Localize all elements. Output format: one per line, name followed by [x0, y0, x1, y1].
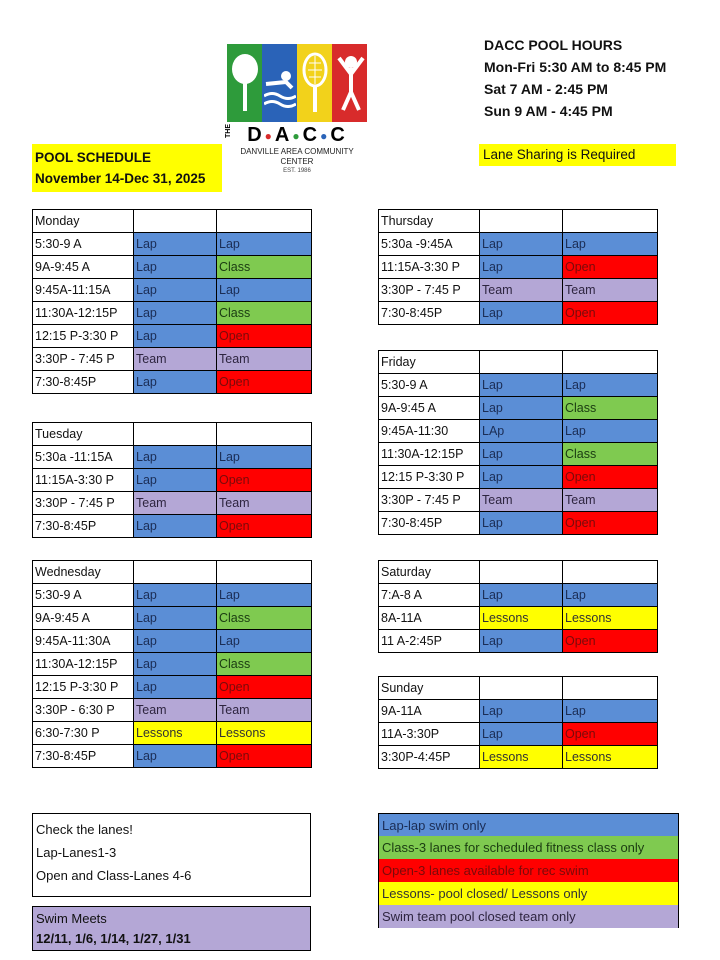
lanes-1-3-cell: Lap — [134, 515, 217, 538]
day-name: Thursday — [379, 210, 480, 233]
lanes-4-6-cell: Lap — [217, 584, 312, 607]
time-slot-cell: 11A-3:30P — [379, 723, 480, 746]
lanes-4-6-cell: Lap — [217, 446, 312, 469]
time-slot-cell: 3:30P - 6:30 P — [33, 699, 134, 722]
header-empty-cell — [134, 423, 217, 446]
lanes-1-3-cell: Lap — [134, 371, 217, 394]
day-header-row — [379, 561, 658, 584]
day-header-row — [33, 561, 312, 584]
schedule-title: POOL SCHEDULE — [35, 150, 152, 165]
schedule-row — [33, 515, 312, 538]
lanes-1-3-cell: Lap — [480, 700, 563, 723]
time-slot-cell: 11:30A-12:15P — [33, 302, 134, 325]
day-table-wednesday — [32, 560, 312, 768]
logo-org-name: DANVILLE AREA COMMUNITY CENTER — [240, 146, 354, 166]
day-name: Tuesday — [33, 423, 134, 446]
schedule-title-box — [32, 144, 222, 192]
time-slot-cell: 7:30-8:45P — [33, 745, 134, 768]
lanes-note-line: Check the lanes! — [36, 822, 133, 837]
lanes-4-6-cell: Open — [563, 723, 658, 746]
lanes-4-6-cell: Open — [217, 745, 312, 768]
schedule-row — [33, 492, 312, 515]
lanes-1-3-cell: Lap — [480, 302, 563, 325]
lanes-4-6-cell: Lap — [563, 420, 658, 443]
time-slot-cell: 5:30-9 A — [33, 584, 134, 607]
header-empty-cell — [134, 210, 217, 233]
legend — [378, 813, 679, 928]
header-empty-cell — [563, 210, 658, 233]
lanes-1-3-cell: Lap — [134, 607, 217, 630]
lanes-4-6-cell: Team — [563, 279, 658, 302]
lanes-4-6-cell: Open — [563, 302, 658, 325]
schedule-row — [33, 325, 312, 348]
lanes-4-6-cell: Team — [217, 699, 312, 722]
schedule-row — [33, 722, 312, 745]
schedule-row — [379, 512, 658, 535]
lanes-4-6-cell: Lap — [563, 374, 658, 397]
schedule-row — [379, 630, 658, 653]
schedule-row — [33, 371, 312, 394]
lanes-1-3-cell: Lessons — [480, 746, 563, 769]
lanes-4-6-cell: Class — [563, 443, 658, 466]
legend-item-lap: Lap-lap swim only — [378, 813, 679, 836]
header-empty-cell — [217, 210, 312, 233]
lanes-4-6-cell: Open — [563, 512, 658, 535]
day-table-tuesday — [32, 422, 312, 538]
time-slot-cell: 3:30P - 7:45 P — [33, 492, 134, 515]
swim-meets-dates: 12/11, 1/6, 1/14, 1/27, 1/31 — [36, 931, 191, 946]
day-header-row — [379, 677, 658, 700]
lanes-1-3-cell: LAp — [480, 420, 563, 443]
schedule-row — [33, 348, 312, 371]
time-slot-cell: 11 A-2:45P — [379, 630, 480, 653]
schedule-row — [33, 302, 312, 325]
lanes-1-3-cell: Lap — [134, 653, 217, 676]
day-name: Wednesday — [33, 561, 134, 584]
lanes-1-3-cell: Team — [134, 699, 217, 722]
lanes-1-3-cell: Team — [134, 492, 217, 515]
legend-item-class: Class-3 lanes for scheduled fitness class only — [378, 836, 679, 859]
time-slot-cell: 11:30A-12:15P — [379, 443, 480, 466]
time-slot-cell: 9A-9:45 A — [379, 397, 480, 420]
schedule-row — [33, 446, 312, 469]
schedule-row — [33, 607, 312, 630]
pool-hours-saturday: Sat 7 AM - 2:45 PM — [484, 81, 608, 97]
lanes-1-3-cell: Lessons — [134, 722, 217, 745]
lanes-4-6-cell: Team — [217, 492, 312, 515]
day-name: Monday — [33, 210, 134, 233]
schedule-row — [379, 746, 658, 769]
legend-item-lessons: Lessons- pool closed/ Lessons only — [378, 882, 679, 905]
pool-hours-weekday: Mon-Fri 5:30 AM to 8:45 PM — [484, 59, 667, 75]
lanes-4-6-cell: Lessons — [563, 607, 658, 630]
time-slot-cell: 11:15A-3:30 P — [379, 256, 480, 279]
time-slot-cell: 7:30-8:45P — [379, 512, 480, 535]
lanes-4-6-cell: Lessons — [563, 746, 658, 769]
header-empty-cell — [217, 423, 312, 446]
legend-item-team: Swim team pool closed team only — [378, 905, 679, 928]
lanes-1-3-cell: Lap — [480, 397, 563, 420]
schedule-row — [33, 699, 312, 722]
lanes-1-3-cell: Lap — [134, 325, 217, 348]
logo-letters: D●A●C●C — [247, 124, 347, 146]
pool-hours-sunday: Sun 9 AM - 4:45 PM — [484, 103, 613, 119]
lanes-1-3-cell: Lap — [480, 584, 563, 607]
day-name: Sunday — [379, 677, 480, 700]
pool-hours-title: DACC POOL HOURS — [484, 37, 623, 53]
lanes-4-6-cell: Open — [563, 466, 658, 489]
lanes-4-6-cell: Class — [217, 653, 312, 676]
day-table-thursday — [378, 209, 658, 325]
dacc-logo — [225, 44, 367, 174]
time-slot-cell: 5:30a -9:45A — [379, 233, 480, 256]
lanes-1-3-cell: Lap — [480, 466, 563, 489]
header-empty-cell — [480, 561, 563, 584]
schedule-row — [33, 279, 312, 302]
lanes-1-3-cell: Lap — [134, 446, 217, 469]
lanes-1-3-cell: Lap — [134, 279, 217, 302]
lanes-4-6-cell: Lap — [217, 233, 312, 256]
lanes-4-6-cell: Open — [217, 676, 312, 699]
time-slot-cell: 9:45A-11:30 — [379, 420, 480, 443]
logo-color-bars — [227, 44, 367, 122]
time-slot-cell: 9A-11A — [379, 700, 480, 723]
logo-established: EST. 1986 — [283, 167, 311, 174]
lanes-note-line: Lap-Lanes1-3 — [36, 845, 117, 860]
lanes-1-3-cell: Lap — [134, 676, 217, 699]
lanes-1-3-cell: Lap — [480, 630, 563, 653]
day-header-row — [33, 210, 312, 233]
swimmer-icon — [262, 44, 297, 122]
time-slot-cell: 8A-11A — [379, 607, 480, 630]
swim-meets-title: Swim Meets — [36, 911, 107, 926]
lanes-4-6-cell: Open — [217, 469, 312, 492]
day-name: Friday — [379, 351, 480, 374]
time-slot-cell: 6:30-7:30 P — [33, 722, 134, 745]
header-empty-cell — [563, 561, 658, 584]
header-empty-cell — [563, 677, 658, 700]
lanes-4-6-cell: Open — [217, 325, 312, 348]
day-table-monday — [32, 209, 312, 394]
schedule-row — [379, 420, 658, 443]
day-table-saturday — [378, 560, 658, 653]
time-slot-cell: 3:30P - 7:45 P — [379, 279, 480, 302]
time-slot-cell: 9A-9:45 A — [33, 256, 134, 279]
day-name: Saturday — [379, 561, 480, 584]
schedule-row — [379, 233, 658, 256]
schedule-row — [379, 374, 658, 397]
schedule-row — [33, 745, 312, 768]
lanes-1-3-cell: Lap — [134, 584, 217, 607]
lanes-4-6-cell: Open — [217, 371, 312, 394]
time-slot-cell: 5:30a -11:15A — [33, 446, 134, 469]
schedule-dates: November 14-Dec 31, 2025 — [35, 171, 206, 186]
lanes-1-3-cell: Lap — [134, 745, 217, 768]
time-slot-cell: 7:30-8:45P — [33, 371, 134, 394]
schedule-row — [379, 443, 658, 466]
header-empty-cell — [217, 561, 312, 584]
lanes-1-3-cell: Team — [480, 489, 563, 512]
schedule-row — [379, 489, 658, 512]
lanes-1-3-cell: Lap — [134, 302, 217, 325]
schedule-row — [379, 723, 658, 746]
lanes-4-6-cell: Class — [217, 256, 312, 279]
time-slot-cell: 12:15 P-3:30 P — [33, 325, 134, 348]
lanes-note-line: Open and Class-Lanes 4-6 — [36, 868, 192, 883]
schedule-row — [379, 256, 658, 279]
header-empty-cell — [480, 210, 563, 233]
lanes-4-6-cell: Class — [217, 302, 312, 325]
lanes-4-6-cell: Lap — [217, 279, 312, 302]
header-empty-cell — [480, 677, 563, 700]
lanes-1-3-cell: Lap — [480, 256, 563, 279]
lanes-1-3-cell: Lap — [134, 233, 217, 256]
lanes-1-3-cell: Lap — [480, 723, 563, 746]
pool-hours — [484, 34, 666, 122]
lanes-4-6-cell: Lap — [563, 233, 658, 256]
lanes-4-6-cell: Lap — [217, 630, 312, 653]
lanes-1-3-cell: Lessons — [480, 607, 563, 630]
lanes-4-6-cell: Class — [563, 397, 658, 420]
time-slot-cell: 3:30P - 7:45 P — [33, 348, 134, 371]
lanes-1-3-cell: Lap — [134, 256, 217, 279]
schedule-row — [379, 607, 658, 630]
header-empty-cell — [134, 561, 217, 584]
schedule-row — [33, 233, 312, 256]
lane-sharing-notice: Lane Sharing is Required — [479, 144, 676, 166]
schedule-row — [379, 279, 658, 302]
lanes-note — [32, 813, 311, 897]
time-slot-cell: 9:45A-11:30A — [33, 630, 134, 653]
lanes-4-6-cell: Team — [563, 489, 658, 512]
lanes-4-6-cell: Open — [563, 256, 658, 279]
lanes-4-6-cell: Open — [563, 630, 658, 653]
legend-item-open: Open-3 lanes available for rec swim — [378, 859, 679, 882]
schedule-row — [379, 466, 658, 489]
lanes-1-3-cell: Lap — [134, 630, 217, 653]
time-slot-cell: 9:45A-11:15A — [33, 279, 134, 302]
lanes-4-6-cell: Class — [217, 607, 312, 630]
time-slot-cell: 3:30P-4:45P — [379, 746, 480, 769]
day-table-sunday — [378, 676, 658, 769]
time-slot-cell: 7:30-8:45P — [379, 302, 480, 325]
day-header-row — [33, 423, 312, 446]
swim-meets-box — [32, 906, 311, 951]
header-empty-cell — [480, 351, 563, 374]
lanes-1-3-cell: Lap — [480, 443, 563, 466]
schedule-row — [379, 302, 658, 325]
lanes-1-3-cell: Lap — [480, 233, 563, 256]
time-slot-cell: 7:30-8:45P — [33, 515, 134, 538]
time-slot-cell: 5:30-9 A — [379, 374, 480, 397]
day-table-friday — [378, 350, 658, 535]
time-slot-cell: 12:15 P-3:30 P — [379, 466, 480, 489]
day-header-row — [379, 210, 658, 233]
schedule-row — [33, 584, 312, 607]
tree-icon — [227, 44, 262, 122]
time-slot-cell: 11:15A-3:30 P — [33, 469, 134, 492]
tennis-racket-icon — [297, 44, 332, 122]
lanes-4-6-cell: Lap — [563, 700, 658, 723]
schedule-row — [379, 700, 658, 723]
time-slot-cell: 3:30P - 7:45 P — [379, 489, 480, 512]
schedule-row — [33, 256, 312, 279]
time-slot-cell: 9A-9:45 A — [33, 607, 134, 630]
schedule-row — [33, 653, 312, 676]
logo-the-text: THE — [225, 124, 232, 138]
lanes-4-6-cell: Lap — [563, 584, 658, 607]
schedule-row — [33, 630, 312, 653]
time-slot-cell: 12:15 P-3:30 P — [33, 676, 134, 699]
lanes-4-6-cell: Lessons — [217, 722, 312, 745]
schedule-row — [33, 469, 312, 492]
time-slot-cell: 5:30-9 A — [33, 233, 134, 256]
schedule-row — [379, 397, 658, 420]
lanes-4-6-cell: Team — [217, 348, 312, 371]
lanes-4-6-cell: Open — [217, 515, 312, 538]
schedule-row — [33, 676, 312, 699]
time-slot-cell: 7:A-8 A — [379, 584, 480, 607]
header-empty-cell — [563, 351, 658, 374]
lanes-1-3-cell: Lap — [480, 374, 563, 397]
lanes-1-3-cell: Team — [134, 348, 217, 371]
lanes-1-3-cell: Lap — [134, 469, 217, 492]
day-header-row — [379, 351, 658, 374]
schedule-row — [379, 584, 658, 607]
lanes-1-3-cell: Team — [480, 279, 563, 302]
jumping-child-icon — [332, 44, 367, 122]
time-slot-cell: 11:30A-12:15P — [33, 653, 134, 676]
lanes-1-3-cell: Lap — [480, 512, 563, 535]
